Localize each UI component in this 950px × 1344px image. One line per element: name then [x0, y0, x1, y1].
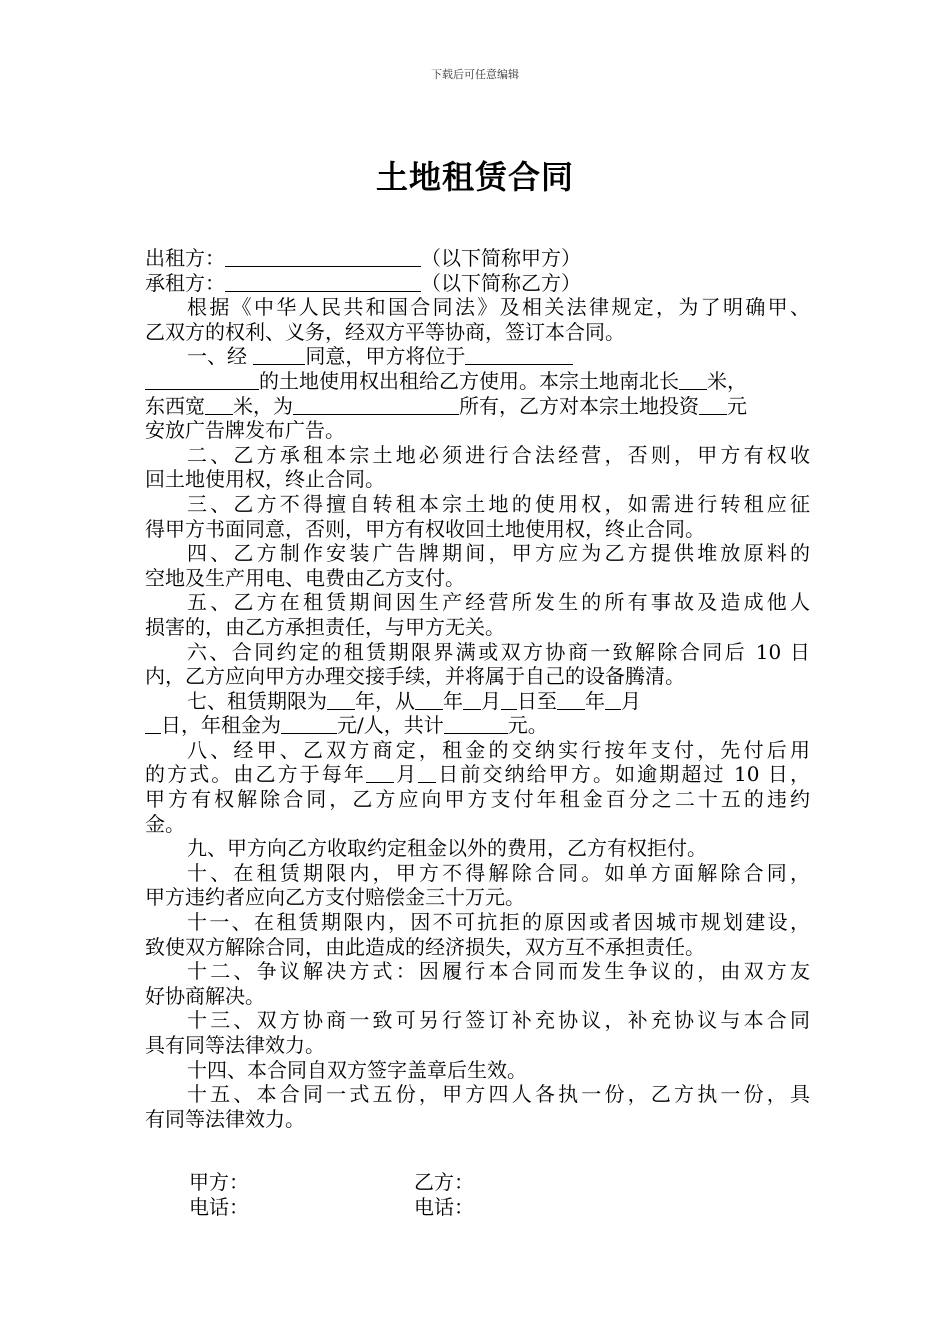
clause-8-line: 金。	[145, 811, 185, 836]
lessor-suffix: （以下简称甲方）	[421, 246, 581, 270]
clause-1-line	[145, 344, 810, 369]
clause-text: 的土地使用权出租给乙方使用。本宗土地南北长	[259, 368, 679, 393]
clause-2-line: 回土地使用权，终止合同。	[145, 467, 385, 492]
blank-field[interactable]	[444, 714, 508, 734]
contract-body	[145, 246, 810, 1131]
clause-4-line: 空地及生产用电、电费由乙方支付。	[145, 565, 465, 590]
blank-field[interactable]	[418, 763, 436, 783]
clause-12-line: 十二、争议解决方式：因履行本合同而发生争议的，由双方友	[187, 959, 810, 984]
party-a-label: 甲方：	[189, 1170, 249, 1194]
clause-5-line: 损害的，由乙方承担责任，与甲方无关。	[145, 614, 505, 639]
signature-block	[189, 1170, 689, 1220]
clause-11-line: 十一、在租赁期限内，因不可抗拒的原因或者因城市规划建设，	[187, 910, 810, 935]
clause-text: 月	[393, 762, 419, 787]
clause-text: 月	[481, 688, 501, 713]
lessor-line	[145, 246, 810, 271]
blank-field[interactable]	[145, 370, 259, 390]
clause-text: 日，年租金为	[161, 713, 281, 738]
lessee-suffix: （以下简称乙方）	[421, 270, 581, 295]
clause-text: 七、租赁期限为	[187, 688, 327, 713]
clause-7-line	[145, 713, 810, 738]
lessor-blank[interactable]	[225, 247, 421, 267]
clause-text: 年	[443, 688, 463, 713]
blank-field[interactable]	[415, 690, 443, 710]
preamble-line: 根据《中华人民共和国合同法》及相关法律规定，为了明确甲、	[187, 295, 810, 320]
blank-field[interactable]	[501, 690, 517, 710]
clause-13-line: 具有同等法律效力。	[145, 1033, 325, 1057]
party-a-phone-label: 电话：	[189, 1195, 249, 1219]
clause-text: 一、经	[187, 344, 254, 369]
blank-field[interactable]	[205, 395, 233, 415]
clause-10-line: 甲方违约者应向乙方支付赔偿金三十万元。	[145, 885, 525, 910]
clause-text: 的方式。由乙方于每年	[145, 762, 366, 787]
clause-8-line: 甲方有权解除合同，乙方应向甲方支付年租金百分之二十五的违约	[145, 787, 810, 812]
clause-1-line: 安放广告牌发布广告。	[145, 418, 345, 443]
party-b-phone-label: 电话：	[414, 1195, 474, 1219]
blank-field[interactable]	[253, 345, 305, 365]
clause-15-line: 有同等法律效力。	[145, 1106, 305, 1131]
blank-field[interactable]	[145, 714, 161, 734]
clause-text: 日前交纳给甲方。如逾期超过 10 日，	[436, 762, 811, 787]
blank-field[interactable]	[281, 714, 337, 734]
blank-field[interactable]	[605, 690, 621, 710]
clause-text: 东西宽	[145, 393, 205, 418]
blank-field[interactable]	[699, 395, 727, 415]
clause-15-line: 十五、本合同一式五份，甲方四人各执一份，乙方执一份，具	[187, 1082, 810, 1107]
clause-text: 元	[727, 393, 747, 418]
clause-1-line	[145, 369, 810, 394]
blank-field[interactable]	[327, 690, 355, 710]
clause-12-line: 好协商解决。	[145, 983, 265, 1008]
clause-9-line: 九、甲方向乙方收取约定租金以外的费用，乙方有权拒付。	[187, 836, 707, 861]
lessee-line	[145, 271, 810, 296]
lessee-blank[interactable]	[225, 272, 421, 292]
clause-6-line: 内，乙方应向甲方办理交接手续，并将属于自己的设备腾清。	[145, 664, 685, 689]
blank-field[interactable]	[557, 690, 585, 710]
blank-field[interactable]	[463, 690, 481, 710]
clause-11-line: 致使双方解除合同，由此造成的经济损失，双方互不承担责任。	[145, 934, 705, 959]
clause-text: 日至	[517, 688, 557, 713]
clause-6-line: 六、合同约定的租赁期限界满或双方协商一致解除合同后 10 日	[187, 639, 810, 664]
clause-text: 月	[621, 688, 641, 713]
party-b-label: 乙方：	[414, 1170, 474, 1194]
clause-5-line: 五、乙方在租赁期间因生产经营所发生的所有事故及造成他人	[187, 590, 810, 615]
clause-text: 米，	[707, 368, 747, 393]
clause-10-line: 十、在租赁期限内，甲方不得解除合同。如单方面解除合同，	[187, 860, 810, 885]
clause-text: 元。	[507, 713, 548, 738]
clause-3-line: 三、乙方不得擅自转租本宗土地的使用权，如需进行转租应征	[187, 491, 810, 516]
blank-field[interactable]	[465, 345, 573, 365]
clause-text: 同意，甲方将位于	[305, 344, 466, 369]
clause-8-line: 八、经甲、乙双方商定，租金的交纳实行按年支付，先付后用	[187, 737, 810, 762]
clause-3-line: 得甲方书面同意，否则，甲方有权收回土地使用权，终止合同。	[145, 516, 705, 541]
clause-text: 元/人，共计	[337, 713, 444, 738]
clause-text: 所有，乙方对本宗土地投资	[459, 393, 699, 418]
preamble-line: 乙双方的权利、义务，经双方平等协商，签订本合同。	[145, 319, 625, 344]
clause-text: 年	[585, 688, 605, 713]
lessee-label: 承租方：	[145, 270, 225, 295]
document-title: 土地租赁合同	[375, 158, 574, 196]
clause-text: 年，从	[355, 688, 415, 713]
clause-4-line: 四、乙方制作安装广告牌期间，甲方应为乙方提供堆放原料的	[187, 541, 810, 566]
header-note: 下载后可任意编辑	[431, 68, 519, 81]
clause-7-line	[145, 689, 810, 714]
lessor-label: 出租方：	[145, 246, 225, 270]
clause-8-line	[145, 762, 810, 787]
clause-text: 米，为	[233, 393, 293, 418]
blank-field[interactable]	[366, 763, 394, 783]
clause-13-line: 十三、双方协商一致可另行签订补充协议，补充协议与本合同	[187, 1008, 810, 1033]
blank-field[interactable]	[293, 395, 459, 415]
blank-field[interactable]	[679, 370, 707, 390]
clause-2-line: 二、乙方承租本宗土地必须进行合法经营，否则，甲方有权收	[187, 442, 810, 467]
clause-1-line	[145, 394, 810, 419]
clause-14-line: 十四、本合同自双方签字盖章后生效。	[187, 1057, 527, 1082]
